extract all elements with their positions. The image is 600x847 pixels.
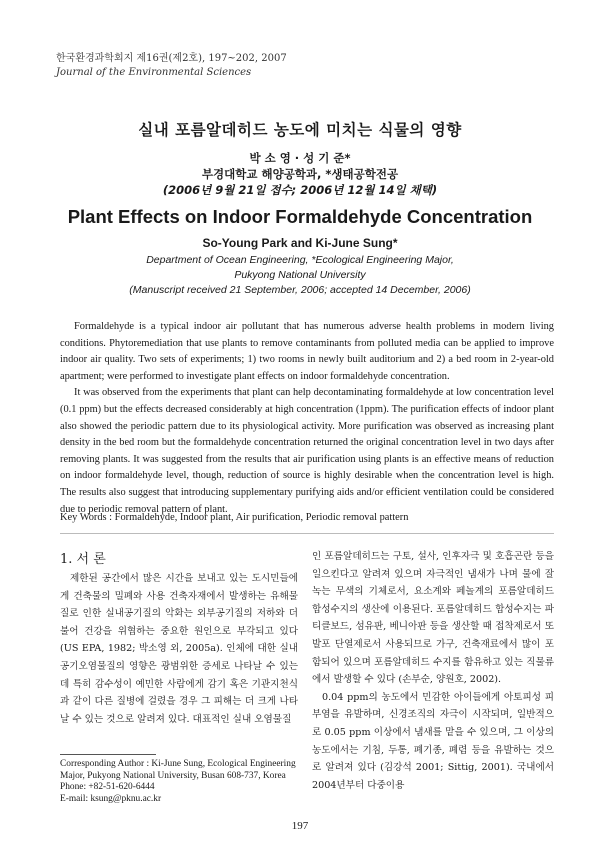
corresponding-author-footnote: [60, 759, 298, 805]
affiliation-university: Pukyong National University: [234, 269, 366, 281]
footnote-rule: [60, 754, 156, 755]
korean-affiliation: 부경대학교 해양공학과, *생태공학전공: [201, 167, 399, 181]
journal-citation: 한국환경과학회지 제16권(제2호), 197~202, 2007: [56, 53, 287, 64]
keywords: Key Words : Formaldehyde, Indoor plant, Air purification, Periodic removal pattern: [60, 512, 409, 523]
section-divider: [60, 533, 554, 534]
right-column: [312, 548, 554, 794]
affiliation-department: Department of Ocean Engineering, *Ecological Engineering Major,: [146, 254, 454, 266]
footnote-author: Corresponding Author : Ki-June Sung, Ecological Engineering Major, Pukyong National University, Busan 608-737, Korea: [60, 759, 296, 781]
journal-name: Journal of the Environmental Sciences: [56, 67, 252, 78]
korean-authors: 박 소 영 · 성 기 준*: [249, 151, 351, 165]
journal-header: [56, 52, 287, 80]
footnote-email: E-mail: ksung@pknu.ac.kr: [60, 793, 162, 804]
korean-dates: (2006년 9월 21일 접수; 2006년 12월 14일 채택): [162, 183, 438, 197]
abstract: [60, 319, 554, 518]
page-number: 197: [291, 820, 309, 832]
manuscript-dates: (Manuscript received 21 September, 2006; accepted 14 December, 2006): [129, 284, 471, 296]
footnote-phone: Phone: +82-51-620-6444: [60, 782, 155, 793]
abstract-paragraph-1: Formaldehyde is a typical indoor air pollutant that has numerous adverse health problems in modern living conditions. Phytoremediation that use plants to remove contaminants from polluted media can be applied to improve indoor air quality. Two sets of experiments; 1) two rooms in newly built auditorium and 2) a bed room in 2-year-old apartment; were performed to investigate plant effects on indoor formaldehyde concentration.: [60, 321, 554, 382]
intro-paragraph-right-2: 0.04 ppm의 농도에서 민감한 아이들에게 아토피성 피부염을 유발하며, 신경조직의 자극이 시작되며, 일반적으로 0.05 ppm 이상에서 냄새를 맡을 수 있으며, 그 이상의 농도에서는 기침, 두통, 폐기종, 폐렴 등을 유발하는 것으로 알려져 있다 (김강석 2001; Sittig, 2001). 국내에서 2004년부터 다중이용: [312, 691, 554, 791]
english-authors: So-Young Park and Ki-June Sung*: [202, 236, 398, 250]
abstract-paragraph-2: It was observed from the experiments that plant can help decontaminating formaldehyde at low concentration level (0.1 ppm) but the effects decreased considerably at high concentration (1ppm). The purification effects of indoor plant also showed the periodic pattern due to its physiological activity. More purification was observed as increasing plant density in the bed room but the formaldehyde concentration returned the original concentration level in two days after removing plants. It was suggested from the results that air purification using plants is an effective means of reduction on indoor formaldehyde level, though, reduction of source is highly desirable when the concentration level is high. The results also suggest that introducing supplementary purifying aids and/or efficient ventilation could be considered due to periodic removal pattern of plant.: [60, 387, 554, 515]
intro-paragraph-left: 제한된 공간에서 많은 시간을 보내고 있는 도시민들에게 건축물의 밀폐와 사용 건축자재에서 발생하는 유해물질로 인한 실내공기질의 악화는 외부공기질의 저하와 더불어 건강을 위협하는 중요한 원인으로 부각되고 있다 (US EPA, 1982; 박소영 외, 2005a). 인체에 대한 실내공기오염물질의 영향은 광범위한 증세로 나타날 수 있는데 특히 감수성이 예민한 사람에게 감기 혹은 기관지천식과 같이 다른 질병에 걸렸을 경우 그 피해는 더 크게 나타날 수 있는 것으로 알려져 있다. 대표적인 실내 오염물질: [60, 573, 298, 725]
english-affiliation: [0, 253, 600, 298]
korean-title: 실내 포름알데히드 농도에 미치는 식물의 영향: [138, 121, 462, 139]
left-column: [60, 548, 298, 728]
section-heading-introduction: 1. 서 론: [60, 552, 106, 567]
english-title: Plant Effects on Indoor Formaldehyde Concentration: [67, 206, 533, 227]
intro-paragraph-right-1: 인 포름알데히드는 구토, 설사, 인후자극 및 호흡곤란 등을 일으킨다고 알려져 있으며 자극적인 냄새가 나며 물에 잘 녹는 무색의 기체로서, 요소계와 페놀계의 포름알데히드 합성수지의 생산에 이용된다. 포름알데히드 합성수지는 파티클보드, 섬유판, 베니아판 등을 생산할 때 접착제로서 또 발포 단열제로서 사용되므로 가구, 건축재료에서 많이 포함되어 있으며 포름알데히드 수지를 함유하고 있는 직물류에서 발생할 수 있다 (손부순, 양원호, 2002).: [312, 551, 554, 686]
